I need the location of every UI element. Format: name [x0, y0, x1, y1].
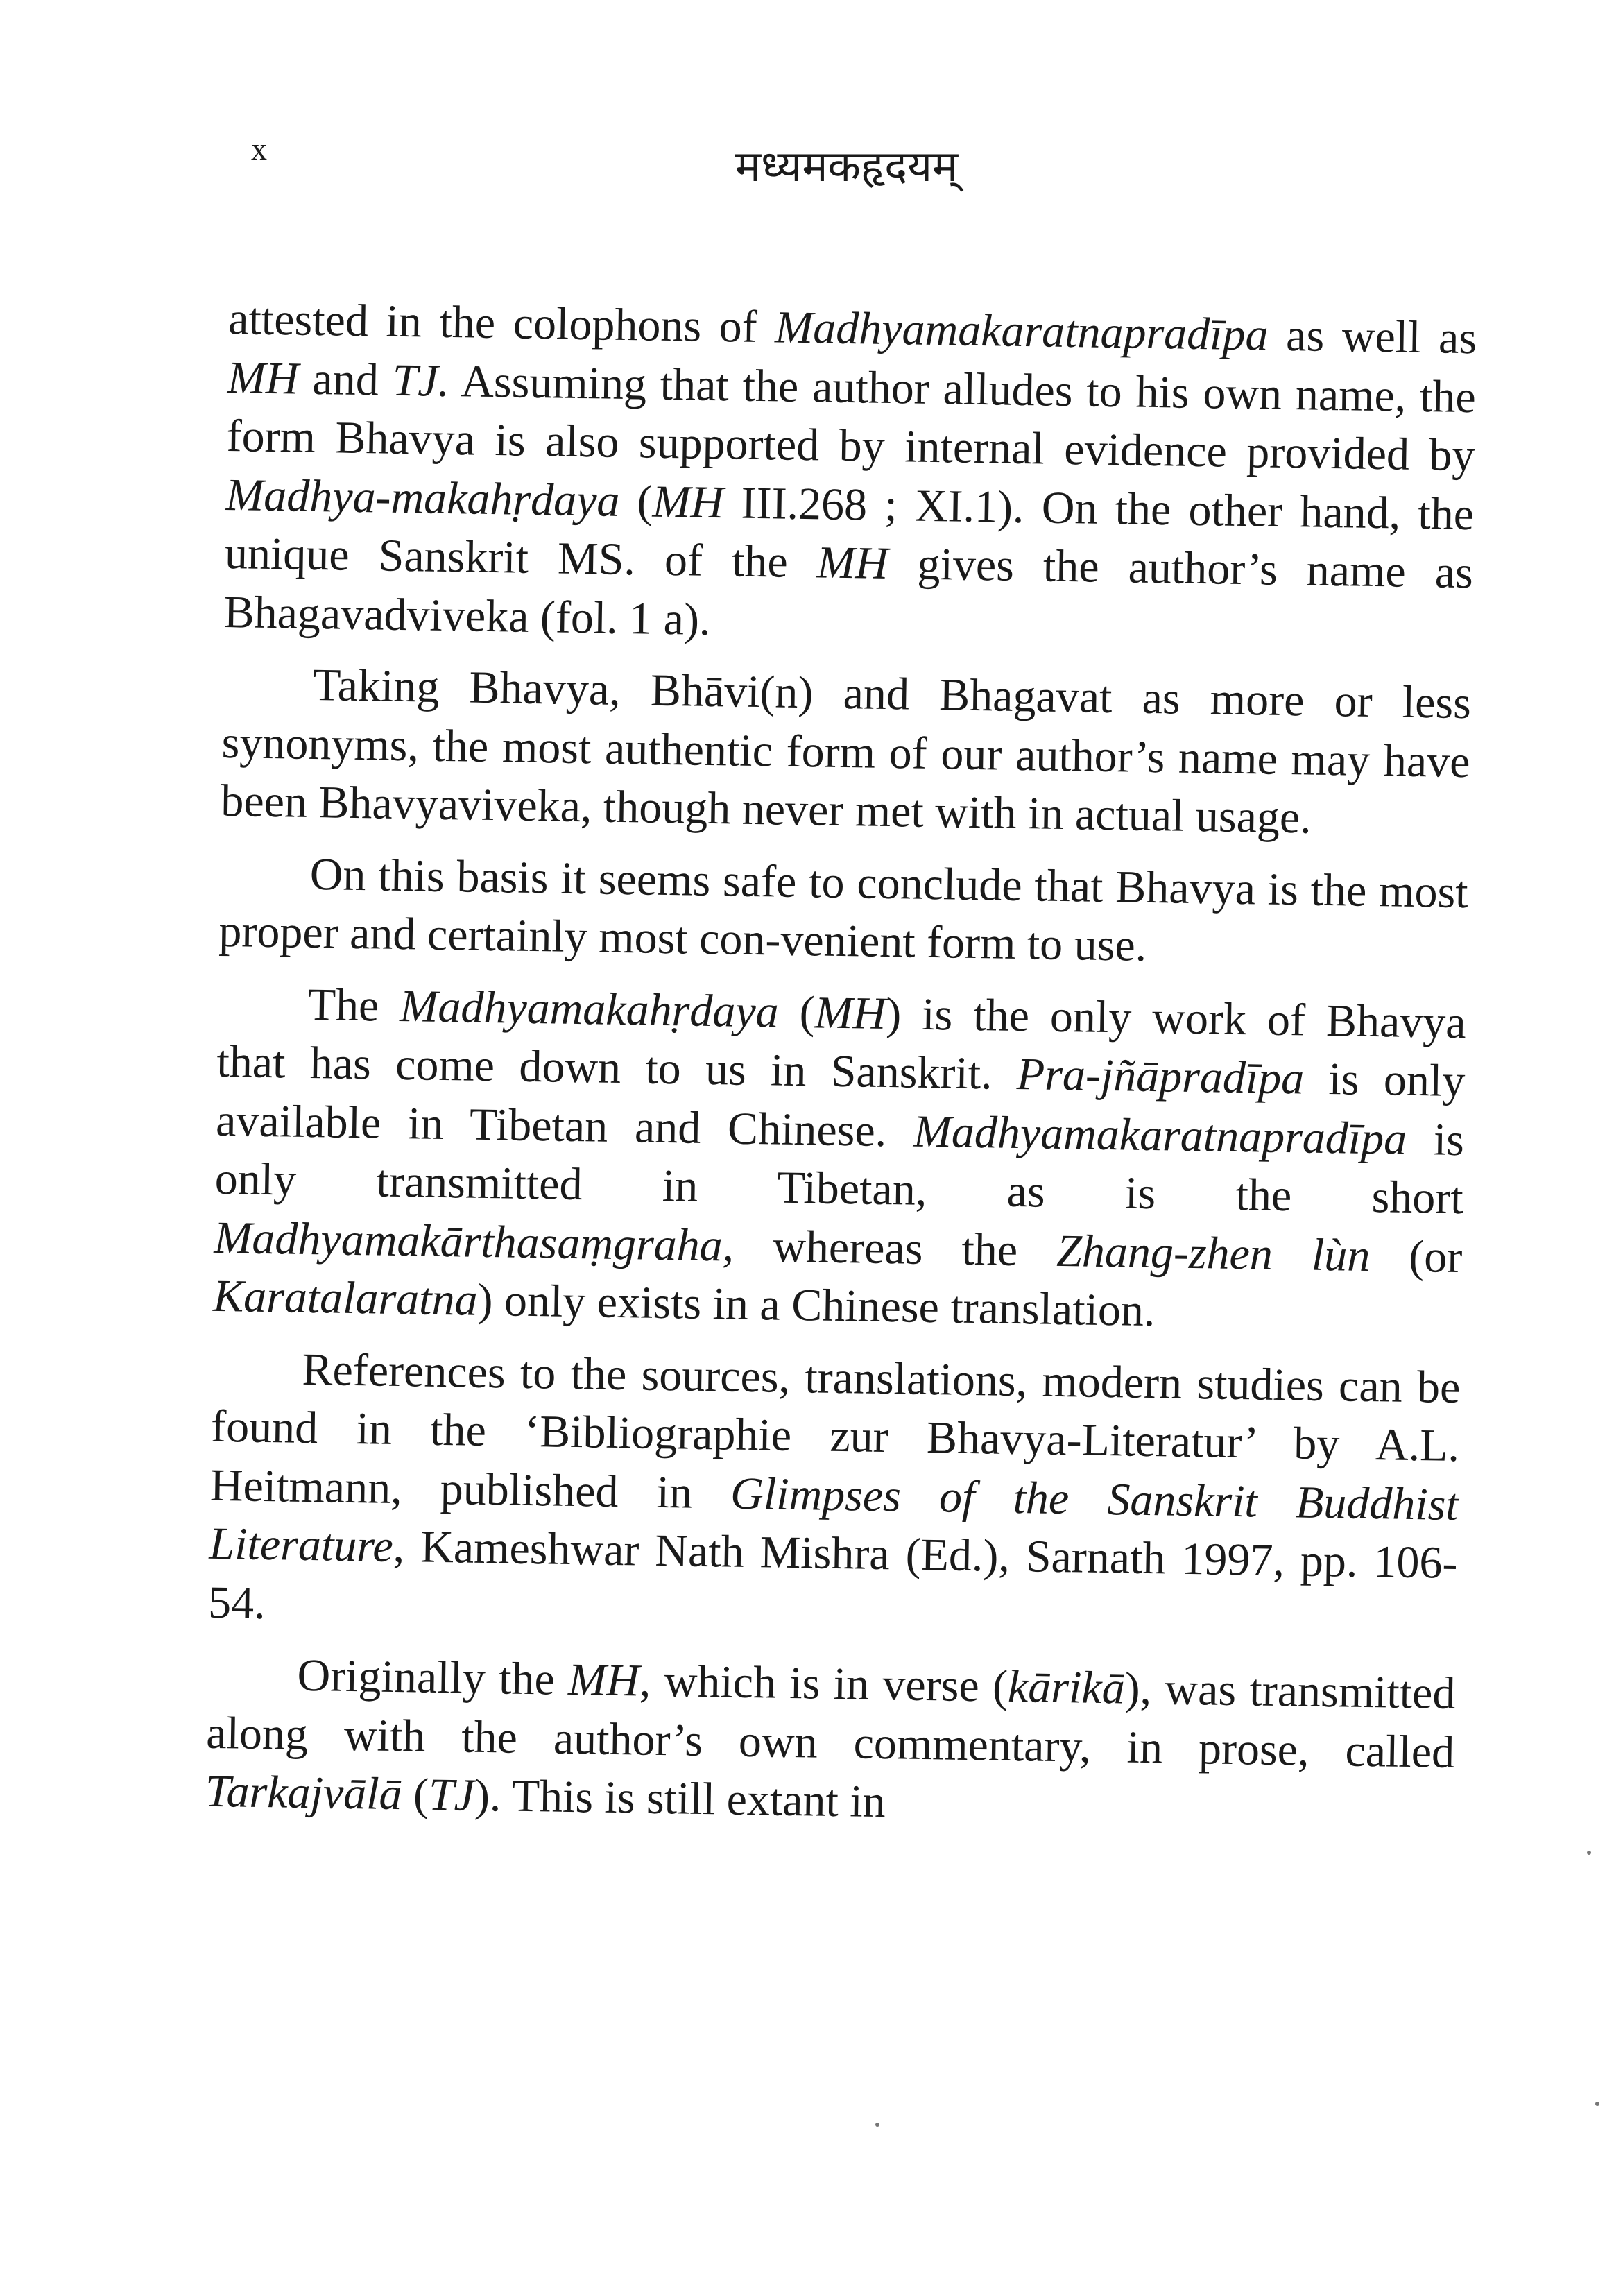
text-run: is only available in Tibetan and Chinese. — [215, 1053, 1466, 1157]
paragraph — [208, 1339, 1461, 1652]
text-run: ) only exists in a Chinese translation. — [477, 1274, 1156, 1337]
text-run: , which is in verse ( — [639, 1655, 1008, 1712]
text-run: (or — [1369, 1230, 1463, 1283]
text-run: Originally the — [297, 1650, 569, 1705]
italic-text: Madhya-makahṛdaya — [225, 469, 621, 526]
text-run: as well as — [1268, 309, 1477, 364]
text-run: The — [307, 979, 401, 1031]
italic-text: Pra-jñāpradīpa — [1016, 1048, 1305, 1104]
text-run: ), was transmitted along with the author’s own commentary, in prose, called — [205, 1663, 1457, 1778]
text-run: ) is the only work of Bhavya that has come down to us in Sanskrit. — [216, 988, 1467, 1099]
text-run: , Kameshwar Nath Mishra (Ed.), Sarnath 1997, pp. 106-54. — [207, 1520, 1458, 1629]
text-run: and — [298, 353, 393, 406]
text-run: Taking Bhavya, Bhāvi(n) and Bhagavat as more or less synonyms, the most authentic form of our author’s name may have been Bhavyaviveka, though never met with in actual usage. — [220, 659, 1472, 843]
italic-text: Tarkajvālā — [205, 1765, 403, 1820]
page-number: x — [251, 131, 268, 166]
scan-speck — [1595, 2102, 1599, 2106]
paragraph — [218, 843, 1468, 980]
italic-text: TJ — [428, 1769, 475, 1821]
italic-text: Zhang-zhen lùn — [1056, 1225, 1371, 1281]
scan-speck — [1587, 1851, 1591, 1855]
italic-text: kārikā — [1007, 1661, 1126, 1714]
paragraph — [213, 974, 1467, 1345]
paragraph — [223, 290, 1477, 661]
text-run: ( — [401, 1769, 429, 1820]
text-run: gives the author’s name as Bhagavadviveka (fol. 1 a). — [223, 538, 1474, 645]
italic-text: MH — [652, 476, 724, 528]
text-run: whereas the — [733, 1220, 1057, 1276]
italic-text: Karatalaratna — [212, 1270, 479, 1326]
text-run: On this basis it seems safe to conclude that Bhavya is the most proper and certainly most con-venient form to use. — [218, 848, 1469, 971]
text-run: attested in the colophons of — [227, 293, 775, 353]
text-run: Assuming that the author alludes to his own name, the form Bhavya is also supported by internal evidence provided by — [226, 355, 1477, 481]
body-text — [205, 290, 1477, 1853]
italic-text: MH — [814, 986, 886, 1039]
text-run: is only transmitted in Tibetan, as is the short — [214, 1113, 1465, 1224]
text-run: ( — [778, 986, 816, 1038]
italic-text: Madhyamakaratnapradīpa — [774, 302, 1269, 361]
italic-text: Glimpses of the Sanskrit Buddhist Literature — [209, 1468, 1459, 1572]
italic-text: TJ. — [392, 354, 450, 406]
italic-text: Madhyamakaratnapradīpa — [913, 1106, 1407, 1165]
scan-speck — [875, 2123, 879, 2127]
paragraph — [221, 655, 1472, 850]
italic-text: MH — [567, 1654, 640, 1706]
running-head-title: मध्यमकहृदयम् — [735, 141, 959, 191]
text-run: References to the sources, translations, modern studies can be found in the ‘Bibliographie zur Bhavya-Literatur’ by A.L. Heitmann, published in — [209, 1344, 1461, 1519]
paragraph — [205, 1645, 1456, 1841]
text-run: ( — [619, 475, 653, 527]
text-run: ). This is still extant in — [474, 1770, 886, 1828]
italic-text: MH — [816, 537, 889, 589]
italic-text: Madhyamakahṛdaya — [399, 980, 780, 1038]
text-run: III.268 ; XI.1). On the other hand, the unique Sanskrit MS. of the — [224, 477, 1475, 588]
italic-text: MH — [227, 352, 300, 404]
italic-text: Madhyamakārthasaṃgraha, — [213, 1212, 735, 1271]
